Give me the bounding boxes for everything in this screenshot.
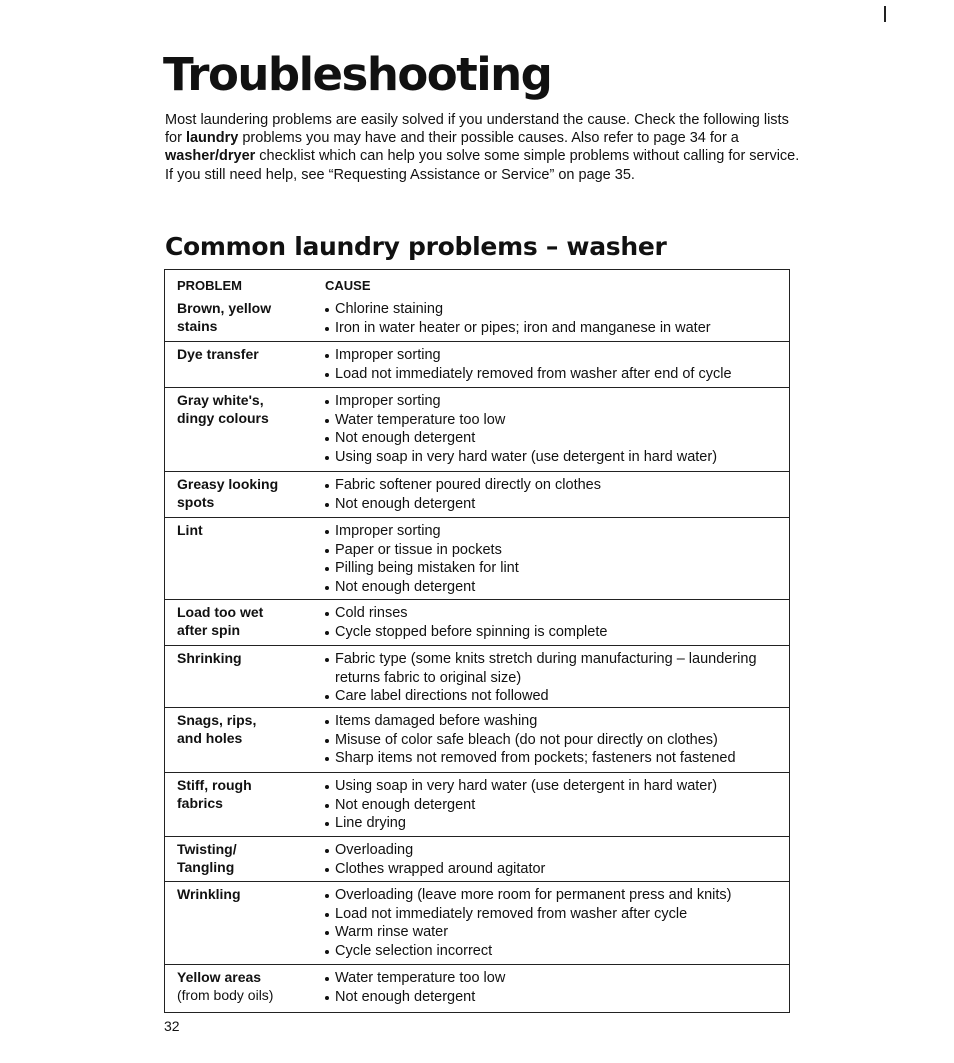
intro-text: Most laundering problems are easily solved if you understand the cause. Check the following lists for bbox=[165, 112, 789, 147]
cause-item: Load not immediately removed from washer after cycle bbox=[324, 905, 784, 924]
cause-item: Pilling being mistaken for lint bbox=[324, 559, 784, 578]
cause-item: Using soap in very hard water (use detergent in hard water) bbox=[324, 777, 784, 796]
table-row bbox=[165, 646, 789, 708]
table-row bbox=[165, 518, 789, 600]
table-row bbox=[165, 708, 789, 773]
cause-item: Fabric type (some knits stretch during manufacturing – laundering returns fabric to original size) bbox=[324, 650, 784, 687]
problem-label: Wrinkling bbox=[177, 886, 241, 902]
page-title: Troubleshooting bbox=[163, 48, 552, 101]
cause-item: Not enough detergent bbox=[324, 429, 784, 448]
table-row bbox=[165, 388, 789, 472]
cause-item: Iron in water heater or pipes; iron and manganese in water bbox=[324, 319, 784, 338]
problem-label: Gray white's, dingy colours bbox=[177, 392, 269, 426]
cause-list bbox=[324, 650, 784, 706]
cause-item: Not enough detergent bbox=[324, 578, 784, 597]
cause-item: Items damaged before washing bbox=[324, 712, 784, 731]
cause-list bbox=[324, 346, 784, 383]
cause-item: Warm rinse water bbox=[324, 923, 784, 942]
cause-list bbox=[324, 886, 784, 960]
cause-item: Misuse of color safe bleach (do not pour directly on clothes) bbox=[324, 731, 784, 750]
intro-bold-term: laundry bbox=[185, 130, 239, 147]
problem-cell bbox=[177, 886, 307, 904]
cause-list bbox=[324, 476, 784, 513]
cause-item: Cycle stopped before spinning is complete bbox=[324, 623, 784, 642]
intro-bold-term: washer/dryer bbox=[165, 148, 256, 165]
problem-label: Load too wet after spin bbox=[177, 604, 264, 638]
problem-note: (from body oils) bbox=[177, 986, 274, 1003]
corner-mark bbox=[884, 6, 886, 22]
cause-item: Not enough detergent bbox=[324, 796, 784, 815]
cause-list bbox=[324, 777, 784, 833]
header-problem: PROBLEM bbox=[177, 278, 242, 293]
cause-item: Load not immediately removed from washer after end of cycle bbox=[324, 365, 784, 384]
cause-list bbox=[324, 969, 784, 1006]
cause-item: Fabric softener poured directly on clothes bbox=[324, 476, 784, 495]
cause-item: Improper sorting bbox=[324, 392, 784, 411]
page-number: 32 bbox=[164, 1018, 180, 1034]
problem-cell bbox=[177, 604, 307, 639]
problem-label: Snags, rips, and holes bbox=[177, 712, 257, 746]
header-cause: CAUSE bbox=[325, 278, 371, 293]
problem-label: Lint bbox=[177, 522, 203, 538]
table-row bbox=[165, 965, 789, 1013]
table-row bbox=[165, 837, 789, 882]
problem-label: Twisting/ Tangling bbox=[177, 841, 237, 875]
problems-table bbox=[164, 269, 790, 1013]
problem-label: Dye transfer bbox=[177, 346, 259, 362]
cause-list bbox=[324, 712, 784, 768]
cause-list bbox=[324, 604, 784, 641]
cause-item: Cold rinses bbox=[324, 604, 784, 623]
problem-cell bbox=[177, 346, 307, 364]
cause-item: Paper or tissue in pockets bbox=[324, 541, 784, 560]
cause-item: Improper sorting bbox=[324, 522, 784, 541]
problem-cell bbox=[177, 476, 307, 511]
problem-cell bbox=[177, 712, 307, 747]
cause-item: Overloading bbox=[324, 841, 784, 860]
cause-item: Clothes wrapped around agitator bbox=[324, 860, 784, 879]
cause-item: Improper sorting bbox=[324, 346, 784, 365]
section-title: Common laundry problems – washer bbox=[165, 232, 667, 261]
problem-label: Brown, yellow stains bbox=[177, 300, 272, 334]
cause-item: Not enough detergent bbox=[324, 988, 784, 1007]
cause-item: Cycle selection incorrect bbox=[324, 942, 784, 961]
cause-item: Sharp items not removed from pockets; fasteners not fastened bbox=[324, 749, 784, 768]
problem-label: Shrinking bbox=[177, 650, 242, 666]
cause-item: Chlorine staining bbox=[324, 300, 784, 319]
table-row bbox=[165, 296, 789, 342]
cause-list bbox=[324, 392, 784, 466]
cause-list bbox=[324, 300, 784, 337]
table-row bbox=[165, 882, 789, 965]
problem-cell bbox=[177, 777, 307, 812]
problem-label: Stiff, rough fabrics bbox=[177, 777, 252, 811]
cause-list bbox=[324, 522, 784, 596]
cause-item: Overloading (leave more room for permanent press and knits) bbox=[324, 886, 784, 905]
problem-cell bbox=[177, 522, 307, 540]
cause-item: Care label directions not followed bbox=[324, 687, 784, 706]
intro-text: checklist which can help you solve some simple problems without calling for service. If you still need help, see “Requesting Assistance or Service” on page 35. bbox=[165, 148, 800, 183]
problem-label: Greasy looking spots bbox=[177, 476, 279, 510]
table-row bbox=[165, 773, 789, 837]
cause-item: Line drying bbox=[324, 814, 784, 833]
problem-cell bbox=[177, 969, 307, 1004]
problem-label: Yellow areas bbox=[177, 969, 262, 985]
table-row bbox=[165, 600, 789, 646]
cause-item: Using soap in very hard water (use detergent in hard water) bbox=[324, 448, 784, 467]
problem-cell bbox=[177, 841, 307, 876]
cause-item: Not enough detergent bbox=[324, 495, 784, 514]
table-row bbox=[165, 342, 789, 388]
table-header bbox=[165, 270, 789, 296]
intro-text: problems you may have and their possible causes. Also refer to page 34 for a bbox=[238, 130, 739, 147]
intro-paragraph bbox=[165, 111, 805, 184]
problem-cell bbox=[177, 650, 307, 668]
cause-list bbox=[324, 841, 784, 878]
cause-item: Water temperature too low bbox=[324, 969, 784, 988]
cause-item: Water temperature too low bbox=[324, 411, 784, 430]
problem-cell bbox=[177, 300, 307, 335]
problem-cell bbox=[177, 392, 307, 427]
table-row bbox=[165, 472, 789, 518]
